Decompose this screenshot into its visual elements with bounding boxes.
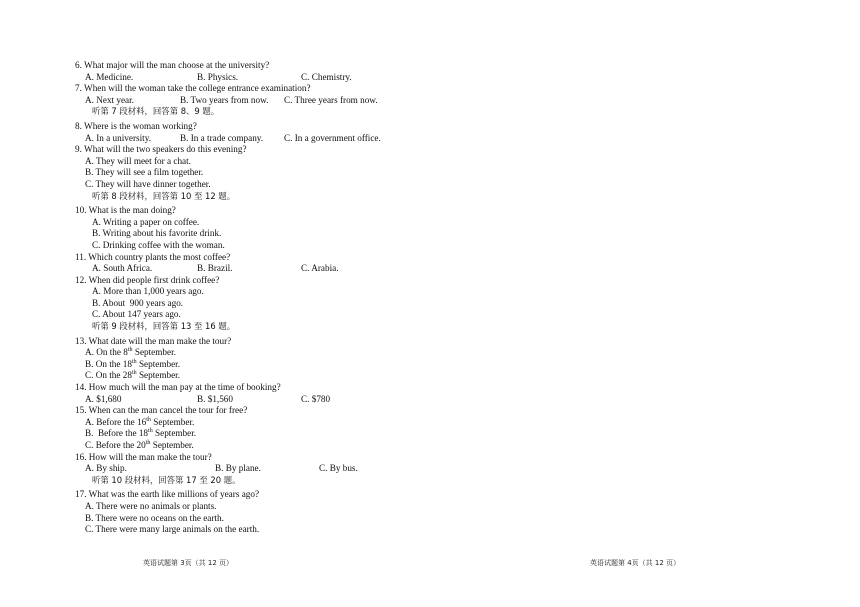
option-b: B. They will see a film together. — [85, 167, 204, 178]
section-note-9: 听第 9 段材料，回答第 13 至 16 题。 — [92, 321, 236, 332]
option-c-month: September. — [150, 440, 194, 450]
option-c: C. $780 — [301, 393, 331, 404]
option-c-month: September. — [136, 370, 181, 381]
page-footer-left: 英语试题第 3页（共 12 页） — [143, 559, 234, 567]
option-b: B. Physics. — [197, 71, 239, 82]
question-7-options — [75, 95, 495, 107]
option-c: C. About 147 years ago. — [92, 309, 181, 320]
question-9: 9. What will the two speakers do this evening? — [75, 144, 247, 155]
section-note-10: 听第 10 段材料，回答第 17 至 20 题。 — [92, 474, 241, 485]
question-12: 12. When did people first drink coffee? — [75, 274, 220, 285]
question-13: 13. What date will the man make the tour? — [75, 335, 232, 346]
question-17: 17. What was the earth like millions of years ago? — [75, 489, 260, 500]
option-a: A. They will meet for a chat. — [85, 155, 191, 166]
ordinal-suffix: th — [145, 439, 151, 446]
option-a: A. Medicine. — [85, 71, 134, 82]
question-list — [75, 60, 495, 536]
question-8-options — [75, 133, 495, 145]
question-8: 8. Where is the woman working? — [75, 120, 197, 131]
ordinal-suffix: th — [131, 370, 137, 377]
question-7: 7. When will the woman take the college entrance examination? — [75, 83, 311, 94]
option-c: C. Arabia. — [301, 263, 339, 274]
option-b: B. In a trade company. — [180, 132, 264, 143]
option-b-month: September. — [136, 358, 181, 369]
section-note-8: 听第 8 段材料，回答第 10 至 12 题。 — [92, 190, 236, 201]
option-c-text: C. Before the 20 — [85, 440, 146, 450]
option-a: A. There were no animals or plants. — [85, 500, 217, 511]
ordinal-suffix: th — [127, 347, 133, 354]
option-b — [75, 428, 495, 440]
question-10: 10. What is the man doing? — [75, 205, 176, 216]
option-c: C. In a government office. — [284, 132, 381, 143]
option-c — [75, 440, 495, 452]
option-a-text: A. On the 8 — [85, 347, 128, 358]
option-c: C. They will have dinner together. — [85, 178, 211, 189]
question-16: 16. How will the man make the tour? — [75, 451, 212, 462]
option-a: A. Next year. — [85, 94, 134, 105]
question-6-options — [75, 72, 495, 84]
option-a — [75, 417, 495, 429]
option-b-text: B. On the 18 — [85, 358, 132, 369]
option-a: A. Writing a paper on coffee. — [92, 216, 200, 227]
page-footer-right: 英语试题第 4页（共 12 页） — [590, 559, 681, 567]
option-b: B. Two years from now. — [180, 94, 269, 105]
question-14: 14. How much will the man pay at the time of booking? — [75, 382, 281, 393]
option-b-month: September. — [152, 428, 197, 439]
option-a: A. More than 1,000 years ago. — [92, 286, 204, 297]
option-b: B. Brazil. — [197, 263, 233, 274]
question-6: 6. What major will the man choose at the university? — [75, 60, 270, 70]
question-15: 15. When can the man cancel the tour for free? — [75, 405, 248, 416]
option-a-month: September. — [150, 416, 195, 427]
option-b — [75, 359, 495, 371]
option-a-month: September. — [132, 347, 176, 358]
ordinal-suffix: th — [131, 358, 137, 365]
question-11-options — [75, 263, 495, 275]
question-11: 11. Which country plants the most coffee? — [75, 251, 231, 262]
question-14-options — [75, 394, 495, 406]
section-note-7: 听第 7 段材料，回答第 8、9 题。 — [92, 106, 220, 117]
option-b: B. By plane. — [215, 463, 261, 474]
option-a — [75, 347, 495, 359]
option-a: A. In a university. — [85, 132, 151, 143]
ordinal-suffix: th — [146, 416, 151, 423]
option-b: B. Writing about his favorite drink. — [92, 228, 222, 239]
option-c: C. Three years from now. — [284, 94, 378, 105]
option-b: B. There were no oceans on the earth. — [85, 512, 224, 523]
question-16-options — [75, 463, 495, 475]
option-c: C. Drinking coffee with the woman. — [92, 239, 225, 250]
option-c: C. Chemistry. — [301, 71, 352, 82]
option-a: A. $1,680 — [85, 393, 122, 404]
option-c: C. By bus. — [319, 463, 358, 474]
option-b: B. About 900 years ago. — [92, 297, 184, 308]
option-a: A. By ship. — [85, 463, 127, 474]
option-a-text: A. Before the 16 — [85, 416, 147, 427]
option-b: B. $1,560 — [197, 393, 233, 404]
option-c-text: C. On the 28 — [85, 370, 132, 381]
option-b-text: B. Before the 18 — [85, 428, 149, 439]
option-c: C. There were many large animals on the earth. — [85, 524, 260, 535]
option-a: A. South Africa. — [92, 263, 153, 274]
option-c — [75, 370, 495, 382]
ordinal-suffix: th — [148, 428, 153, 435]
